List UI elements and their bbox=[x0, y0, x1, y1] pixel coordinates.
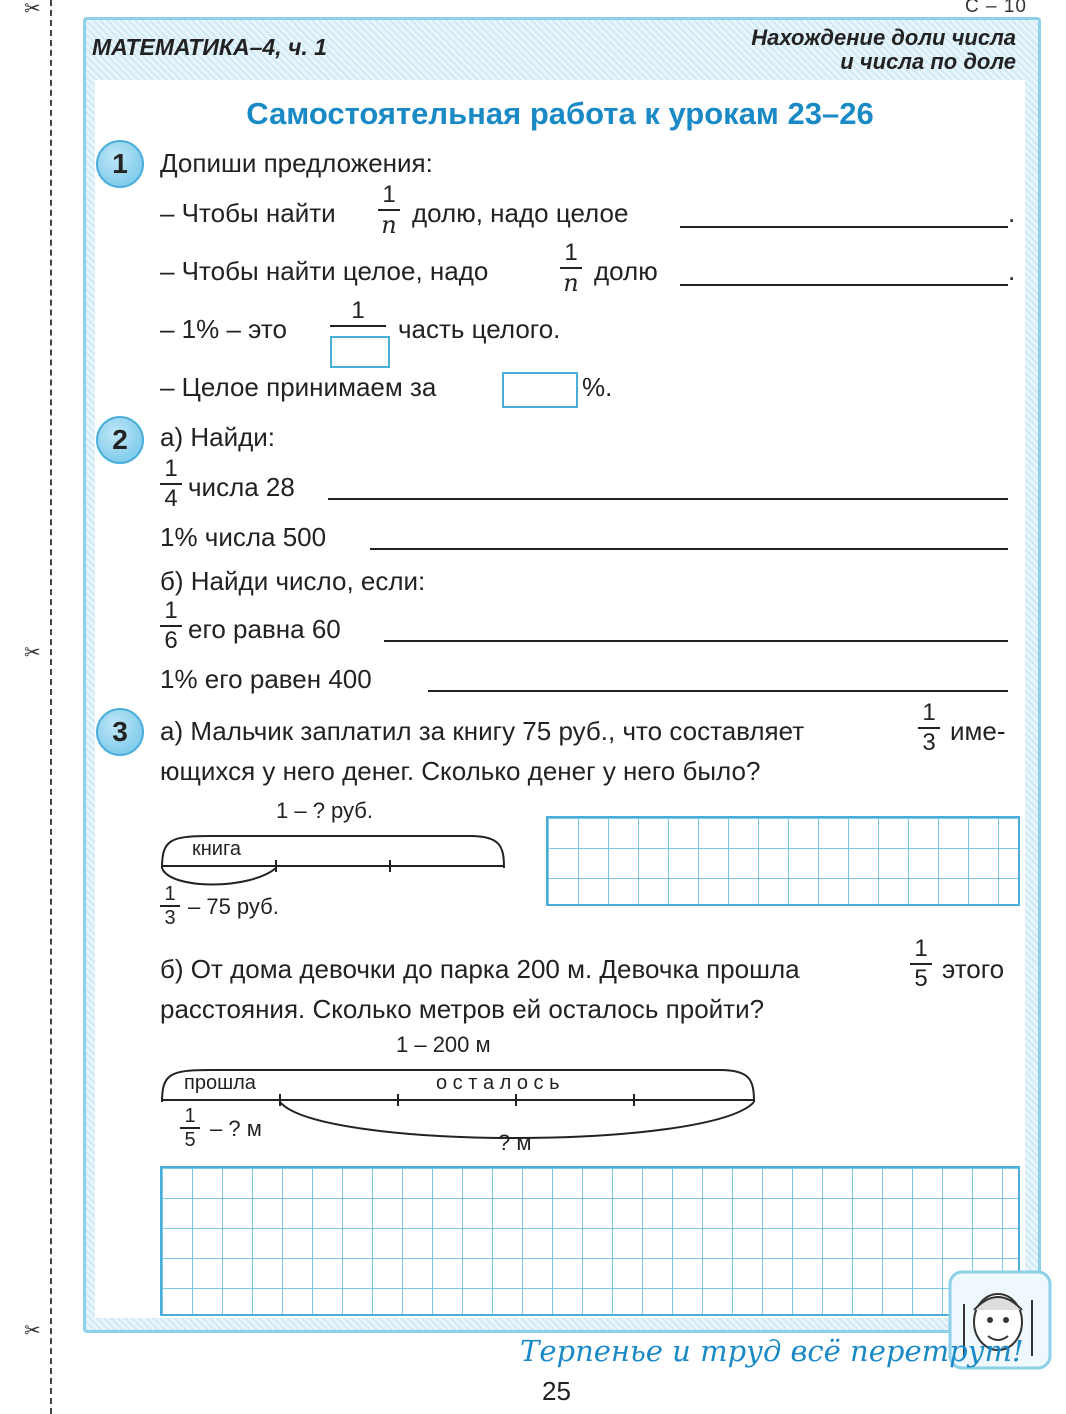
diagram-a-segment bbox=[150, 826, 520, 896]
task3-a-line1: а) Мальчик заплатил за книгу 75 руб., что составляет bbox=[160, 716, 805, 746]
diagram-b-left-label: о с т а л о с ь bbox=[436, 1072, 560, 1094]
fraction-one-quarter: 1 4 bbox=[160, 456, 182, 512]
task3-a-line1-end: име- bbox=[950, 716, 1006, 746]
page-title: Самостоятельная работа к урокам 23–26 bbox=[246, 96, 874, 131]
task3-b-line1-end: этого bbox=[942, 954, 1005, 984]
task-number-badge: 3 bbox=[96, 708, 144, 756]
task3-a-line2: ющихся у него денег. Сколько денег у него было? bbox=[160, 756, 761, 786]
fraction-one-over-n: 1 n bbox=[560, 240, 582, 296]
answer-line[interactable] bbox=[428, 690, 1008, 692]
task1-line1-end: долю, надо целое bbox=[412, 198, 629, 228]
task-number-badge: 2 bbox=[96, 416, 144, 464]
fraction-one-third: 1 3 bbox=[918, 700, 940, 756]
answer-grid[interactable] bbox=[160, 1166, 1020, 1316]
task1-line3-start: – 1% – это bbox=[160, 314, 287, 344]
fraction-one-sixth: 1 6 bbox=[160, 598, 182, 654]
diagram-b-bottom-right: ? м bbox=[498, 1130, 532, 1155]
task2-b2-text: 1% его равен 400 bbox=[160, 664, 372, 694]
task3-b-line1: б) От дома девочки до парка 200 м. Девочка прошла bbox=[160, 954, 800, 984]
task1-line1-start: – Чтобы найти bbox=[160, 198, 336, 228]
answer-line[interactable] bbox=[680, 284, 1008, 286]
task1-line4-start: – Целое принимаем за bbox=[160, 372, 437, 402]
cut-line bbox=[50, 0, 52, 1414]
diagram-a-top-label: 1 – ? руб. bbox=[276, 798, 373, 823]
task1-prompt: Допиши предложения: bbox=[160, 148, 433, 178]
diagram-b-bottom-left: – ? м bbox=[210, 1116, 262, 1141]
task2-part-a: а) Найди: bbox=[160, 422, 276, 452]
answer-line[interactable] bbox=[680, 226, 1008, 228]
fraction-one-over-box: 1 bbox=[330, 298, 386, 328]
fraction-one-over-n: 1 n bbox=[378, 182, 400, 238]
task1-line3-end: часть целого. bbox=[398, 314, 561, 344]
diagram-a-book-label: книга bbox=[192, 838, 241, 860]
diagram-b-walked-label: прошла bbox=[184, 1072, 256, 1094]
answer-line[interactable] bbox=[328, 498, 1008, 500]
scissors-icon: ✂ bbox=[24, 1320, 41, 1342]
motto: Терпенье и труд всё перетрут! bbox=[520, 1334, 1024, 1368]
diagram-b-top-label: 1 – 200 м bbox=[396, 1032, 491, 1057]
task2-b1-text: его равна 60 bbox=[188, 614, 341, 644]
task2-a2-text: 1% числа 500 bbox=[160, 522, 327, 552]
answer-box[interactable] bbox=[502, 372, 578, 408]
task1-line2-end: долю bbox=[594, 256, 658, 286]
scissors-icon: ✂ bbox=[24, 0, 41, 20]
task-number-badge: 1 bbox=[96, 140, 144, 188]
page-number: 25 bbox=[542, 1376, 571, 1406]
task2-a1-text: числа 28 bbox=[188, 472, 295, 502]
scissors-icon: ✂ bbox=[24, 642, 41, 664]
fraction-one-fifth: 1 5 bbox=[910, 936, 932, 992]
header-topic: Нахождение доли числа и числа по доле bbox=[751, 25, 1016, 74]
task2-part-b: б) Найди число, если: bbox=[160, 566, 426, 596]
answer-line[interactable] bbox=[384, 640, 1008, 642]
answer-grid[interactable] bbox=[546, 816, 1020, 906]
diagram-a-bottom-label: – 75 руб. bbox=[188, 894, 279, 919]
page-code: С – 10 bbox=[965, 0, 1027, 17]
fraction-one-fifth-small: 1 5 bbox=[180, 1106, 200, 1150]
task3-b-line2: расстояния. Сколько метров ей осталось пройти? bbox=[160, 994, 765, 1024]
task1-line4-end: %. bbox=[582, 372, 613, 402]
fraction-one-third-small: 1 3 bbox=[160, 884, 180, 928]
header-subject: МАТЕМАТИКА–4, ч. 1 bbox=[92, 34, 327, 60]
answer-line[interactable] bbox=[370, 548, 1008, 550]
task1-line2-start: – Чтобы найти целое, надо bbox=[160, 256, 489, 286]
answer-box[interactable] bbox=[330, 336, 390, 368]
